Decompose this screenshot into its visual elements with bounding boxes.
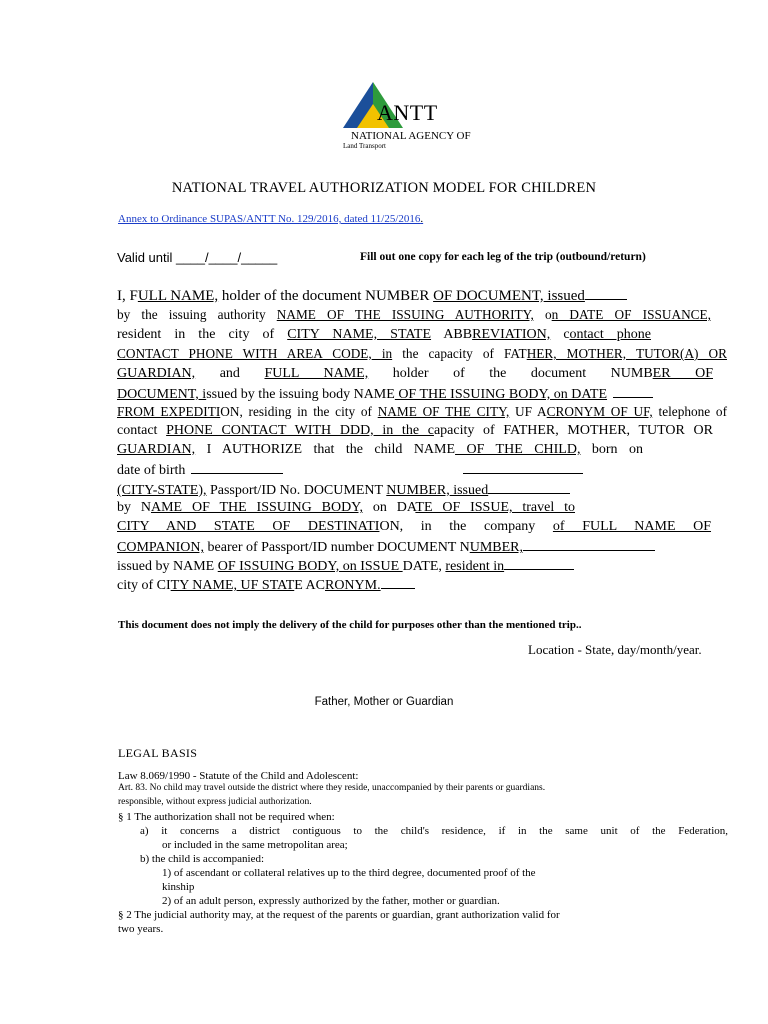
body-line-8: contact PHONE CONTACT WITH DDD, in the capacity of FATHER, MOTHER, TUTOR OR (117, 423, 714, 438)
law-title: Law 8.069/1990 - Statute of the Child and Adolescent: (118, 770, 359, 782)
body-line-5: GUARDIAN, and FULL NAME, holder of the document NUMBER OF (117, 366, 713, 381)
copy-note: Fill out one copy for each leg of the trip (outbound/return) (360, 251, 646, 263)
body-line-9: GUARDIAN, I AUTHORIZE that the child NAME OF THE CHILD, born on (117, 442, 643, 457)
item-a: a) it concerns a district contiguous to the child's residence, if in the same unit of the Federation, (140, 825, 728, 837)
legal-basis-heading: LEGAL BASIS (118, 746, 198, 760)
logo-wordmark: ANTT (377, 100, 438, 125)
annex-link[interactable]: Annex to Ordinance SUPAS/ANTT No. 129/2016, dated 11/25/2016 (118, 213, 421, 225)
valid-until: Valid until ____/____/_____ (117, 250, 278, 265)
body-line-4: CONTACT PHONE WITH AREA CODE, in the capacity of FATHER, MOTHER, TUTOR(A) OR (117, 346, 728, 361)
antt-logo (343, 82, 483, 152)
body-line-14: COMPANION, bearer of Passport/ID number DOCUMENT NUMBER, (117, 538, 727, 556)
body-line-1: I, FULL NAME, holder of the document NUMBER OF DOCUMENT, issued (117, 287, 727, 305)
valid-until-blanks[interactable]: ____/____/_____ (176, 250, 278, 265)
article-83-continued: responsible, without express judicial authorization. (118, 797, 312, 807)
body-line-16: city of CITY NAME, UF STATE ACRONYM. (117, 576, 727, 594)
paragraph-1: § 1 The authorization shall not be required when: (118, 811, 335, 823)
item-b1: 1) of ascendant or collateral relatives up to the third degree, documented proof of the (162, 867, 536, 879)
article-83: Art. 83. No child may travel outside the district where they reside, unaccompanied by their parents or guardians. (118, 783, 546, 793)
body-line-6: DOCUMENT, issued by the issuing body NAME OF THE ISSUING BODY, on DATE (117, 385, 727, 403)
body-line-10: date of birth (117, 461, 727, 479)
body-line-15: issued by NAME OF ISSUING BODY, on ISSUE DATE, resident in (117, 557, 727, 575)
document-title: NATIONAL TRAVEL AUTHORIZATION MODEL FOR CHILDREN (171, 180, 597, 196)
paragraph-2-continued: two years. (118, 923, 164, 935)
item-a-continued: or included in the same metropolitan area; (162, 839, 348, 851)
logo-subtitle-small: Land Transport (343, 142, 386, 150)
body-line-12: by NAME OF THE ISSUING BODY, on DATE OF ISSUE, travel to (117, 500, 575, 515)
disclaimer: This document does not imply the delivery of the child for purposes other than the mentioned trip.. (118, 619, 582, 631)
signature-label: Father, Mother or Guardian (314, 696, 454, 708)
logo-subtitle: NATIONAL AGENCY OF (351, 130, 471, 142)
item-b: b) the child is accompanied: (140, 853, 265, 865)
body-line-13: CITY AND STATE OF DESTINATION, in the company of FULL NAME OF (117, 519, 712, 534)
paragraph-2: § 2 The judicial authority may, at the request of the parents or guardian, grant authorization valid for (118, 909, 560, 921)
body-line-7: FROM EXPEDITION, residing in the city of NAME OF THE CITY, UF ACRONYM OF UF, telephone of (117, 404, 728, 419)
location-date: Location - State, day/month/year. (528, 642, 702, 657)
body-line-11: (CITY-STATE), Passport/ID No. DOCUMENT NUMBER, issued (117, 481, 727, 499)
body-line-3: resident in the city of CITY NAME, STATE ABBREVIATION, contact phone (117, 327, 651, 342)
item-b1-continued: kinship (162, 881, 195, 893)
body-line-2: by the issuing authority NAME OF THE ISSUING AUTHORITY, on DATE OF ISSUANCE, (117, 307, 711, 322)
item-b2: 2) of an adult person, expressly authorized by the father, mother or guardian. (162, 895, 500, 907)
annex-reference: Annex to Ordinance SUPAS/ANTT No. 129/2016, dated 11/25/2016. (118, 213, 424, 225)
